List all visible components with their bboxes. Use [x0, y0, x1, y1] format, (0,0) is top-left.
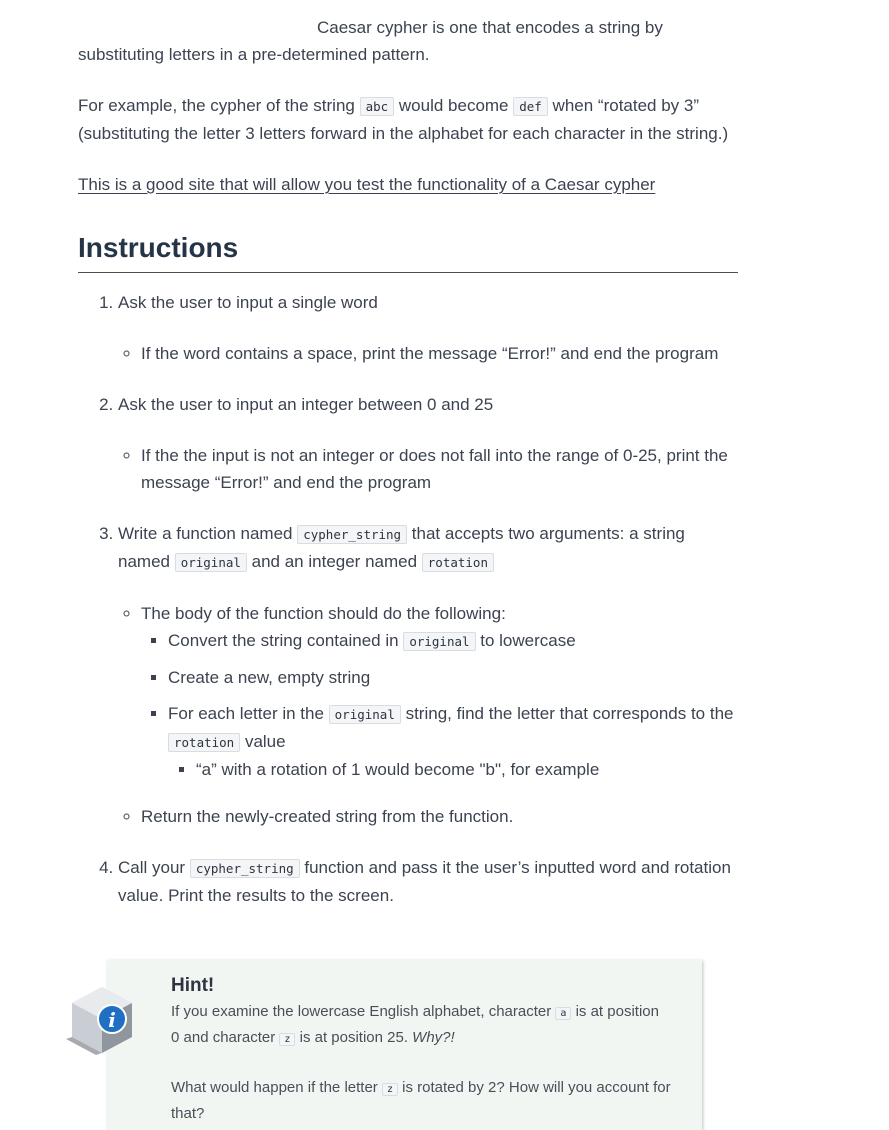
- code-cypher-string: cypher_string: [297, 525, 407, 544]
- step-3: 3. Write a function named cypher_string that accepts two arguments: a string named original and an integer named rotation ◦ The body of the function should do the following: ▪ Convert the string contained in original to lowercase ▪ Create a new, empty string ▪ For each letter in the original string, find the letter that corresponds to the rotation value ▪ “a” with a rotation of 1 would become "b", for example ◦ Return the newly-created string from the function.: [118, 520, 738, 830]
- body-step-lowercase: ▪ Convert the string contained in original to lowercase: [168, 627, 738, 655]
- instructions-heading: Instructions: [78, 228, 738, 273]
- function-return-item: ◦ Return the newly-created string from the function.: [141, 803, 738, 830]
- code-rotation: rotation: [422, 553, 494, 572]
- rotation-example: ▪ “a” with a rotation of 1 would become "b", for example: [196, 756, 738, 783]
- step-1-sub: ◦ If the word contains a space, print the message “Error!” and end the program: [141, 340, 738, 367]
- body-step-empty-string: ▪ Create a new, empty string: [168, 664, 738, 691]
- step-2-sub: ◦ If the the input is not an integer or does not fall into the range of 0-25, print the message “Error!” and end the program: [141, 442, 738, 496]
- info-glyph: i: [108, 1008, 116, 1032]
- function-body-item: ◦ The body of the function should do the following: ▪ Convert the string contained in original to lowercase ▪ Create a new, empty string ▪ For each letter in the original string, find the letter that corresponds to the rotation value ▪ “a” with a rotation of 1 would become "b", for example: [141, 600, 738, 783]
- hint-title: Hint!: [171, 975, 215, 996]
- link-paragraph: [78, 171, 738, 198]
- code-def: def: [513, 97, 548, 116]
- caesar-cypher-link[interactable]: This is a good site that will allow you test the functionality of a Caesar cypher: [78, 175, 656, 194]
- example-paragraph: For example, the cypher of the string abc would become def when “rotated by 3” (substituting the letter 3 letters forward in the alphabet for each character in the string.): [78, 96, 729, 143]
- code-cypher-string-2: cypher_string: [190, 859, 300, 878]
- hint-paragraph-2: What would happen if the letter z is rotated by 2? How will you account for that?: [171, 1079, 671, 1122]
- instruction-steps: [78, 289, 738, 909]
- intro-paragraph: Caesar cypher is one that encodes a string by substituting letters in a pre-determined pattern.: [78, 18, 663, 64]
- step-2: 2. Ask the user to input an integer between 0 and 25 ◦ If the the input is not an integer or does not fall into the range of 0-25, print the message “Error!” and end the program: [118, 391, 738, 496]
- hint-box: [107, 960, 702, 1130]
- body-step-rotate: ▪ For each letter in the original string, find the letter that corresponds to the rotation value ▪ “a” with a rotation of 1 would become "b", for example: [168, 700, 738, 783]
- step-4: 4. Call your cypher_string function and pass it the user’s inputted word and rotation value. Print the results to the screen.: [118, 854, 738, 909]
- code-abc: abc: [360, 97, 395, 116]
- code-original: original: [175, 553, 247, 572]
- step-1: 1. Ask the user to input a single word ◦ If the word contains a space, print the message “Error!” and end the program: [118, 289, 738, 367]
- lesson-content: [78, 14, 738, 933]
- info-icon: [66, 985, 138, 1055]
- hint-paragraph-1: If you examine the lowercase English alphabet, character a is at position 0 and character z is at position 25. Why?!: [171, 1003, 659, 1046]
